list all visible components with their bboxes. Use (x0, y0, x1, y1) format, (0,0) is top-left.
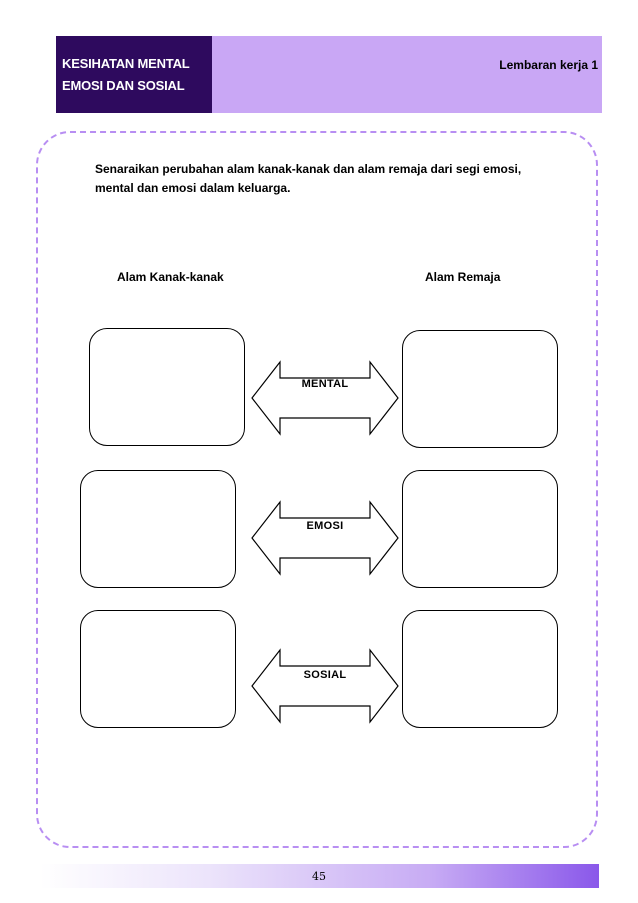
double-arrow-icon (250, 360, 400, 436)
double-arrow-icon (250, 500, 400, 576)
section-title (56, 36, 212, 113)
row-label-mental: MENTAL (301, 378, 349, 390)
double-arrow-icon (250, 648, 400, 724)
row-label-sosial: SOSIAL (303, 669, 347, 681)
row-label-emosi: EMOSI (306, 520, 344, 532)
title-line-1: KESIHATAN MENTAL (62, 56, 190, 71)
childhood-mental-box[interactable] (89, 328, 245, 446)
instruction-text: Senaraikan perubahan alam kanak-kanak dan alam remaja dari segi emosi, mental dan emosi dalam keluarga. (95, 162, 522, 195)
adolescence-sosial-box[interactable] (402, 610, 558, 728)
column-label-adolescence: Alam Remaja (425, 270, 501, 284)
column-label-childhood: Alam Kanak-kanak (117, 270, 224, 284)
title-line-2: EMOSI DAN SOSIAL (62, 78, 185, 93)
childhood-emosi-box[interactable] (80, 470, 236, 588)
childhood-sosial-box[interactable] (80, 610, 236, 728)
adolescence-emosi-box[interactable] (402, 470, 558, 588)
page-number: 45 (312, 870, 326, 883)
worksheet-label: Lembaran kerja 1 (499, 58, 598, 72)
adolescence-mental-box[interactable] (402, 330, 558, 448)
